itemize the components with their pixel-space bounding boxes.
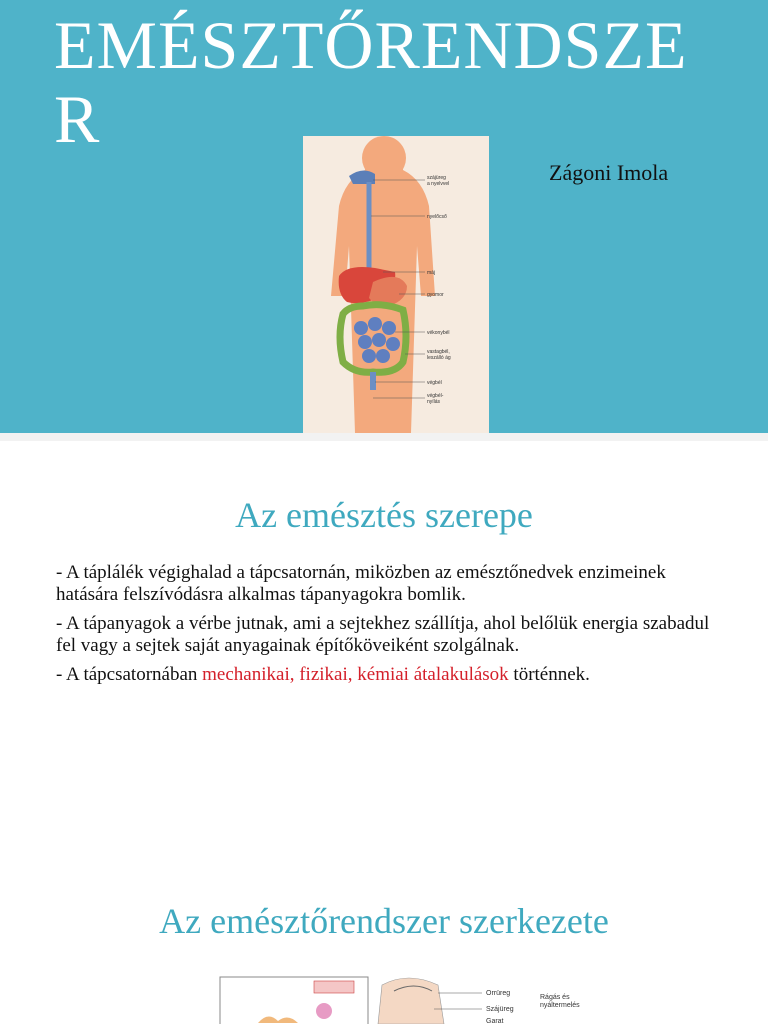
label-large-intestine-2: leszálló ág	[427, 355, 451, 361]
label-anus: végbél-	[427, 393, 444, 399]
label-anus-2: nyílás	[427, 399, 441, 405]
paragraph-2: - A tápanyagok a vérbe jutnak, ami a sejtekhez szállítja, ahol belőlük energia szabadul fel vagy a sejtek saját anyagainak építőköveiként szolgálnak.	[56, 613, 710, 656]
highlight-text: mechanikai, fizikai, kémiai átalakulások	[202, 664, 509, 685]
paragraph-3-pre: - A tápcsatornában	[56, 664, 203, 685]
slide2-body	[56, 562, 716, 693]
cell-shape	[316, 1003, 332, 1019]
label-liver: máj	[427, 270, 436, 276]
label-mouth-2: a nyelvvel	[427, 181, 450, 187]
title-slide	[0, 0, 768, 433]
label-stomach: gyomor	[427, 292, 444, 298]
label-chewing-2: nyáltermelés	[540, 1002, 580, 1009]
slide3-heading: Az emésztőrendszer szerkezete	[159, 901, 609, 941]
digestive-system-illustration	[303, 136, 489, 433]
label-oral-cavity: Szájüreg	[486, 1006, 514, 1013]
label-large-intestine: vastagbél,	[427, 349, 450, 355]
structure-illustration	[218, 975, 598, 1024]
author-name: Zágoni Imola	[549, 160, 669, 185]
label-esophagus: nyelőcső	[427, 214, 447, 220]
label-rectum: végbél	[427, 380, 442, 386]
head-cross-section	[378, 978, 444, 1024]
paragraph-1: - A táplálék végighalad a tápcsatornán, miközben az emésztőnedvek enzimeinek hatására felszívódásra alkalmas tápanyagokra bomlik.	[56, 562, 666, 605]
paragraph-3	[56, 664, 716, 686]
label-nasal-cavity: Orrüreg	[486, 990, 511, 997]
label-small-intestine: vékonybél	[427, 330, 450, 336]
slide2-heading: Az emésztés szerepe	[235, 495, 533, 535]
label-mouth: szájüreg	[427, 175, 446, 181]
label-box	[314, 981, 354, 993]
label-chewing: Rágás és	[540, 994, 570, 1001]
label-pharynx: Garat	[486, 1018, 504, 1024]
slide-separator	[0, 433, 768, 441]
paragraph-3-post: történnek.	[508, 664, 590, 685]
slide-title: EMÉSZTŐRENDSZER	[54, 7, 688, 157]
oral-cavity	[349, 170, 375, 184]
